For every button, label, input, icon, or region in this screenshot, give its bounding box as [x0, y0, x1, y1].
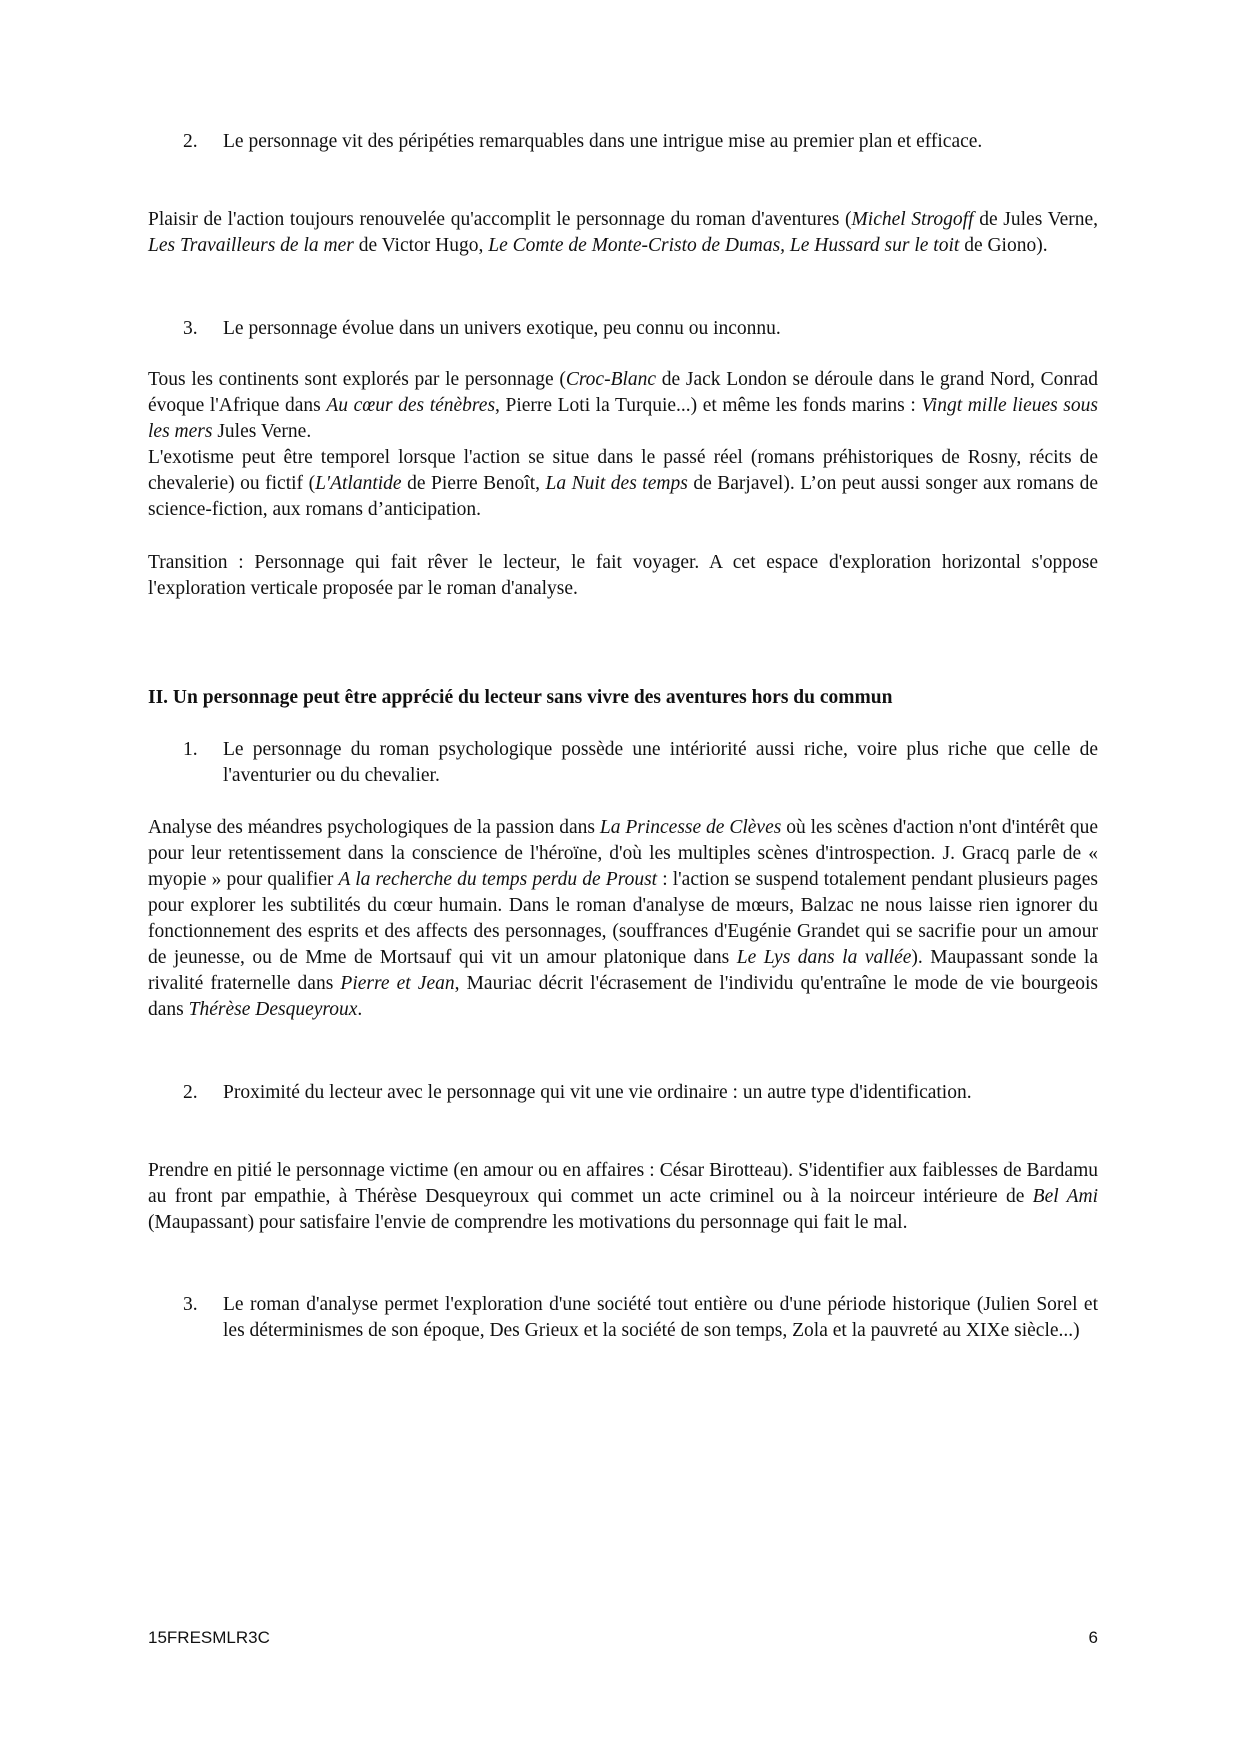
list-number: 1. [183, 739, 198, 760]
text-run: de Jack London se déroule dans le grand Nord, Conrad évoque l'Afrique dans [148, 369, 1098, 416]
paragraph-exotisme [148, 445, 1098, 523]
list-text: Le personnage vit des péripéties remarquables dans une intrigue mise au premier plan et efficace. [223, 131, 983, 152]
text-run: : l'action se suspend totalement pendant plusieurs pages pour explorer les subtilités du cœur humain. Dans le roman d'analyse de mœurs, Balzac ne nous laisse rien ignorer du fonctionnement des esprits et des affects des personnages, (souffrances d'Eugénie Grandet qui se sacrifie pour un amour de jeunesse, ou de Mme de Mortsauf qui vit un amour platonique dans [148, 869, 1098, 968]
text-run: Analyse des méandres psychologiques de la passion dans [148, 817, 600, 838]
italic-title: Vingt mille lieues sous les mers [148, 395, 1098, 442]
italic-title: La Princesse de Clèves [599, 817, 782, 838]
text-run: de Victor Hugo, [353, 235, 489, 256]
section-heading-II: II. Un personnage peut être apprécié du lecteur sans vivre des aventures hors du commun [148, 687, 893, 708]
text-run: de Giono). [959, 235, 1048, 256]
paragraph-pitie [148, 1158, 1098, 1236]
list-number: 2. [183, 1082, 198, 1103]
text-run: Prendre en pitié le personnage victime (en amour ou en affaires : César Birotteau). S'identifier aux faiblesses de Bardamu au front par empathie, à Thérèse Desqueyroux qui commet un acte criminel ou à la noirceur intérieure de [148, 1160, 1098, 1207]
text-run: de Pierre Benoît, [401, 473, 546, 494]
text-run: Jules Verne. [212, 421, 312, 442]
italic-title: Au cœur des ténèbres [326, 395, 496, 416]
text-run: (Maupassant) pour satisfaire l'envie de comprendre les motivations du personnage qui fait le mal. [148, 1212, 908, 1233]
text-run: . [357, 999, 363, 1020]
italic-title: Thérèse Desqueyroux [188, 999, 358, 1020]
text-run: où les scènes d'action n'ont d'intérêt que pour leur retentissement dans la conscience de l'héroïne, d'où les multiples scènes d'introspection. J. Gracq parle de « myopie » pour qualifier [148, 817, 1098, 890]
paragraph-continents [148, 367, 1098, 445]
list-number: 2. [183, 131, 198, 152]
text-run: Tous les continents sont explorés par le personnage ( [148, 369, 566, 390]
italic-title: Le Lys dans la vallée [736, 947, 912, 968]
list-text: Le personnage du roman psychologique possède une intériorité aussi riche, voire plus riche que celle de l'aventurier ou du chevalier. [223, 739, 1098, 786]
footer-page-number: 6 [1088, 1628, 1098, 1647]
text-run: , Mauriac décrit l'écrasement de l'individu qu'entraîne le mode de vie bourgeois dans [148, 973, 1098, 1020]
italic-title: Croc-Blanc [565, 369, 657, 390]
list-text: Le roman d'analyse permet l'exploration d'une société tout entière ou d'une période historique (Julien Sorel et les déterminismes de son époque, Des Grieux et la société de son temps, Zola et la pauvreté au XIXe siècle...) [223, 1294, 1098, 1341]
italic-title: L'Atlantide [315, 473, 402, 494]
text-run: L'exotisme peut être temporel lorsque l'action se situe dans le passé réel (romans préhistoriques de Rosny, récits de chevalerie) ou fictif ( [148, 447, 1098, 494]
text-run: de Barjavel). L’on peut aussi songer aux romans de science-fiction, aux romans d’anticipation. [148, 473, 1099, 520]
paragraph-roman-aventures [148, 207, 1098, 259]
italic-title: Les Travailleurs de la mer [148, 235, 354, 256]
paragraph-analyse-passion [148, 815, 1098, 1023]
footer-document-code: 15FRESMLR3C [148, 1628, 270, 1647]
list-text: Proximité du lecteur avec le personnage qui vit une vie ordinaire : un autre type d'identification. [223, 1082, 972, 1103]
italic-title: Le Comte de Monte-Cristo de Dumas, Le Hussard sur le toit [488, 235, 960, 256]
text-run: Plaisir de l'action toujours renouvelée qu'accomplit le personnage du roman d'aventures ( [148, 209, 852, 230]
text-run: de Jules Verne, [973, 209, 1099, 230]
list-text: Le personnage évolue dans un univers exotique, peu connu ou inconnu. [223, 318, 781, 339]
italic-title: Michel Strogoff [851, 209, 974, 230]
text-run: , Pierre Loti la Turquie...) et même les fonds marins : [495, 395, 922, 416]
list-number: 3. [183, 318, 198, 339]
italic-title: La Nuit des temps [545, 473, 688, 494]
list-number: 3. [183, 1294, 198, 1315]
italic-title: Bel Ami [1032, 1186, 1098, 1207]
paragraph-transition: Transition : Personnage qui fait rêver le lecteur, le fait voyager. A cet espace d'exploration horizontal s'oppose l'exploration verticale proposée par le roman d'analyse. [148, 552, 1098, 599]
italic-title: A la recherche du temps perdu de Proust [338, 869, 658, 890]
text-run: ). Maupassant sonde la rivalité fraternelle dans [148, 947, 1098, 994]
italic-title: Pierre et Jean [340, 973, 455, 994]
